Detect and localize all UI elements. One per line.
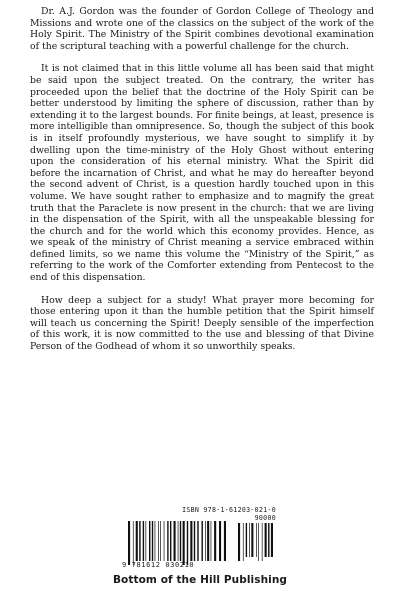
blurb-paragraph-2: It is not claimed that in this little volume all has been said that might be said upon the subject treated. On the contrary, the writer has proceeded upon the belief that the doctrine of the Holy Spirit can be better understood by limiting the sphere of discussion, rather than by extending it to the largest bounds. For finite beings, at least, presence is more intelligible than omnipresence. So, though the subject of this book is in itself profoundly mysterious, we have sought to simplify it by dwelling upon the time-ministry of the Holy Ghost without entering upon the consideration of his eternal ministry. What the Spirit did before the incarnation of Christ, and what he may do hereafter beyond the second advent of Christ, is a question hardly touched upon in this volume. We have sought rather to emphasize and to magnify the great truth that the Paraclete is now present in the church: that we are living in the dispensation of the Spirit, with all the unspeakable blessing for the church and for the world which this economy provides. Hence, as we speak of the ministry of Christ meaning a service embraced within defined limits, so we name this volume the “Ministry of the Spirit,” as referring to the work of the Comforter extending from Pentecost to the end of this dispensation. — [30, 63, 374, 284]
price-code: 90000 — [254, 514, 276, 522]
ean-barcode-bars — [128, 521, 228, 565]
blurb-paragraph-3: How deep a subject for a study! What prayer more becoming for those entering upon it than the humble petition that the Spirit himself will teach us concerning the Spirit! Deeply sensible of the imperfection of this work, it is now committed to the use and blessing of that Divine Person of the Godhead of whom it so unworthily speaks. — [30, 294, 374, 353]
blurb-text — [30, 6, 374, 364]
isbn-number: ISBN 978-1-61203-021-0 — [182, 506, 276, 514]
ean-digits: 9 781612 030210 — [122, 561, 195, 569]
blurb-paragraph-1: Dr. A.J. Gordon was the founder of Gordon College of Theology and Missions and wrote one of the classics on the subject of the work of the Holy Spirit. The Ministry of the Spirit combines devotional examination of the scriptural teaching with a powerful challenge for the church. — [30, 6, 374, 52]
addon-barcode-bars — [238, 523, 274, 561]
publisher-name: Bottom of the Hill Publishing — [112, 574, 288, 586]
isbn-barcode — [122, 506, 276, 570]
